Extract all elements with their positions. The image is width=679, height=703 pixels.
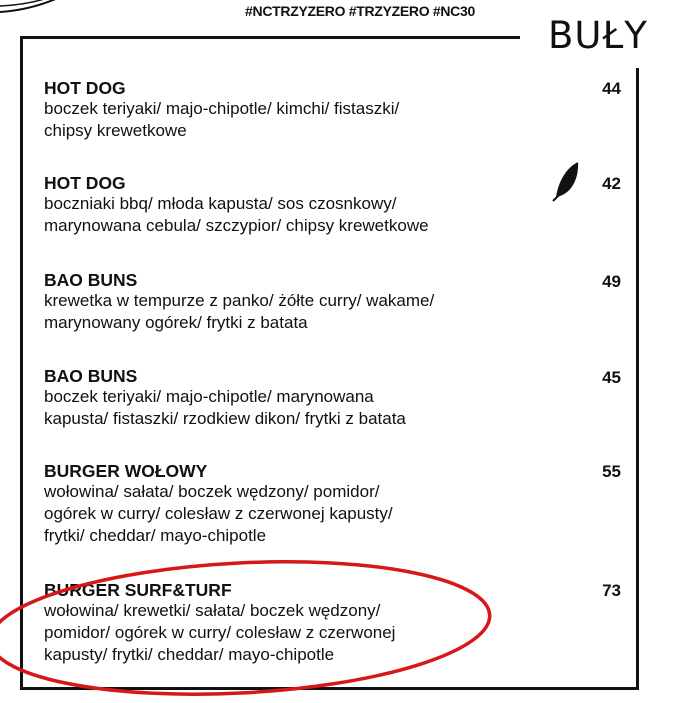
item-price: 49 — [602, 272, 621, 291]
item-price: 45 — [602, 368, 621, 387]
menu-item — [44, 173, 634, 237]
frame-top-line — [20, 36, 520, 39]
item-name: BURGER SURF&TURF — [44, 580, 232, 600]
item-price: 44 — [602, 79, 621, 98]
menu-item — [44, 366, 634, 430]
item-price: 55 — [602, 462, 621, 481]
item-name: BAO BUNS — [44, 270, 138, 290]
item-description: wołowina/ sałata/ boczek wędzony/ pomidor/ ogórek w curry/ colesław z czerwonej kapusty/ frytki/ cheddar/ mayo-chipotle — [44, 482, 393, 545]
item-description: krewetka w tempurze z panko/ żółte curry/ wakame/ marynowany ogórek/ frytki z batata — [44, 291, 435, 332]
item-name: HOT DOG — [44, 78, 126, 98]
item-price: 73 — [602, 581, 621, 600]
frame-bottom-line — [20, 687, 639, 690]
frame-left-line — [20, 36, 23, 690]
menu-item — [44, 270, 634, 334]
item-name: BURGER WOŁOWY — [44, 461, 208, 481]
item-price: 42 — [602, 174, 621, 193]
section-title: BUŁY — [548, 14, 648, 57]
item-description: wołowina/ krewetki/ sałata/ boczek wędzony/ pomidor/ ogórek w curry/ colesław z czerwonej kapusty/ frytki/ cheddar/ mayo-chipotle — [44, 601, 396, 664]
menu-item — [44, 78, 634, 142]
item-description: boczek teriyaki/ majo-chipotle/ marynowana kapusta/ fistaszki/ rzodkiew dikon/ frytki z batata — [44, 387, 406, 428]
item-name: BAO BUNS — [44, 366, 138, 386]
menu-item — [44, 580, 634, 666]
item-description: boczniaki bbq/ młoda kapusta/ sos czosnkowy/ marynowana cebula/ szczypior/ chipsy krewetkowe — [44, 194, 429, 235]
item-description: boczek teriyaki/ majo-chipotle/ kimchi/ fistaszki/ chipsy krewetkowe — [44, 99, 400, 140]
frame-right-line — [636, 68, 639, 690]
hashtags: #NCTRZYZERO #TRZYZERO #NC30 — [245, 3, 475, 19]
item-name: HOT DOG — [44, 173, 126, 193]
menu-item — [44, 461, 634, 547]
